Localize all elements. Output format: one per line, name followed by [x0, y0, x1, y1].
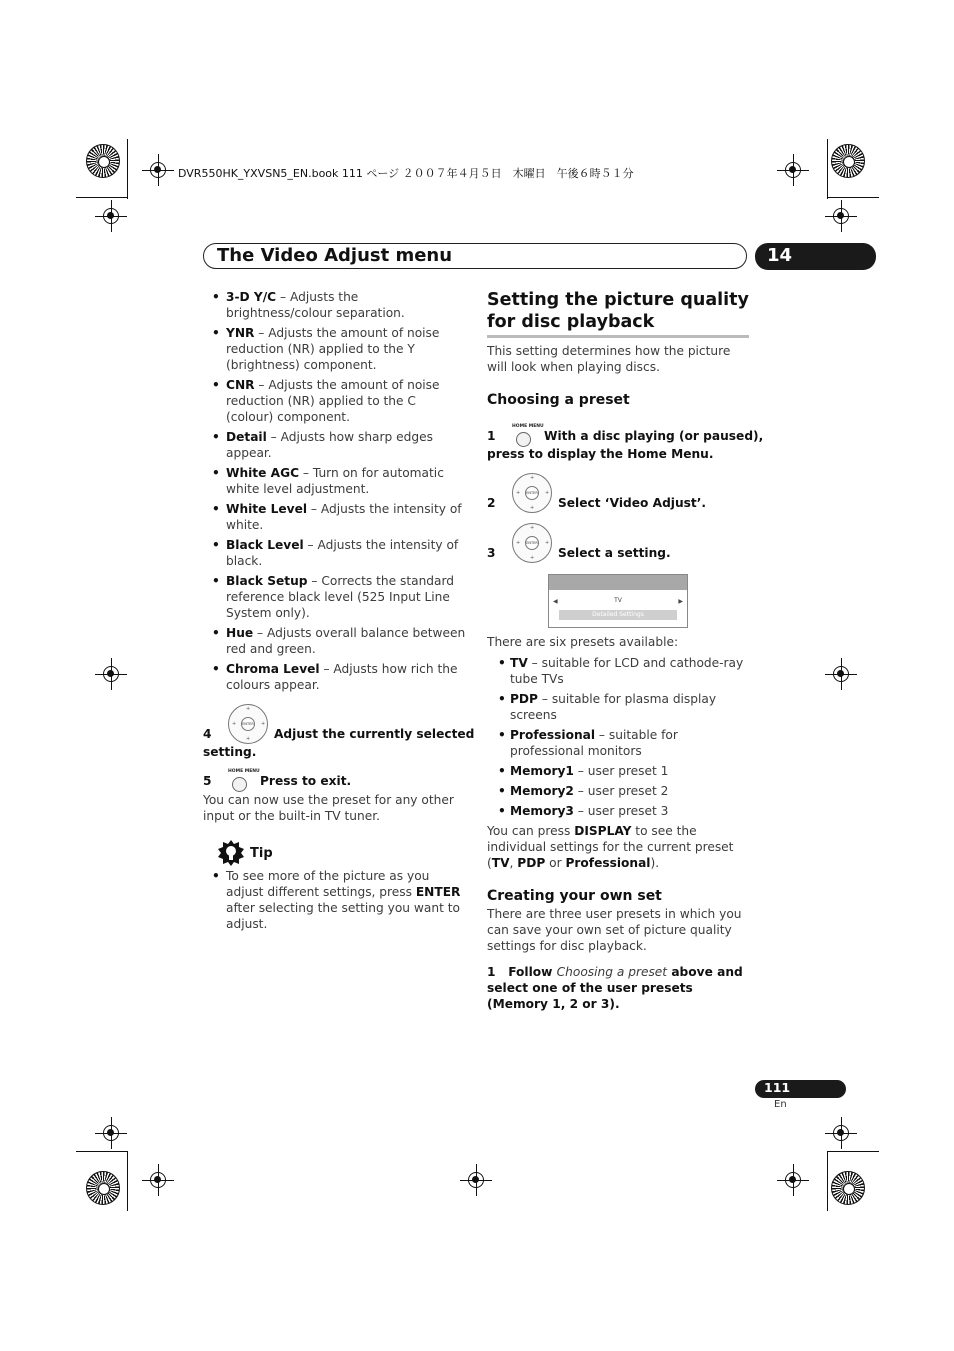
crop-line — [827, 1151, 828, 1211]
left-arrow-icon: ◀ — [553, 598, 558, 605]
subheading-choosing-preset: Choosing a preset — [487, 392, 630, 408]
crop-line — [827, 139, 828, 199]
list-item: • Detail – Adjusts how sharp edges appear. — [211, 429, 466, 461]
print-starburst-mark — [831, 144, 865, 178]
section-heading: Setting the picture quality for disc playback — [487, 290, 749, 332]
registration-mark — [833, 208, 849, 224]
enter-dial-icon: + + + + ENTER — [512, 523, 552, 563]
osd-title-bar — [549, 575, 687, 590]
crop-line — [76, 1151, 128, 1152]
presets-list — [497, 655, 752, 823]
home-menu-label: HOME MENU — [512, 424, 544, 429]
follow-step: 1 Follow Choosing a preset above and select one of the user presets (Memory 1, 2 or 3). — [487, 965, 743, 1011]
list-item: • CNR – Adjusts the amount of noise reduction (NR) applied to the C (colour) component. — [211, 377, 466, 425]
list-item: • YNR – Adjusts the amount of noise reduction (NR) applied to the Y (brightness) component. — [211, 325, 466, 373]
step-text: Select a setting. — [558, 546, 671, 560]
osd-detailed-settings: Detailed Settings — [559, 610, 677, 620]
step-text: Press to exit. — [260, 774, 352, 788]
tip-list — [211, 868, 466, 936]
step-text: setting. — [203, 745, 257, 759]
list-item: • White Level – Adjusts the intensity of white. — [211, 501, 466, 533]
crop-line — [827, 1151, 879, 1152]
step-text: press to display the Home Menu. — [487, 447, 714, 461]
list-item: • TV – suitable for LCD and cathode-ray tube TVs — [497, 655, 752, 687]
right-arrow-icon: ▶ — [678, 598, 683, 605]
list-item: • Memory2 – user preset 2 — [497, 783, 752, 799]
page-language: En — [774, 1099, 787, 1110]
intro-text: This setting determines how the picture will look when playing discs. — [487, 344, 731, 374]
list-item: • PDP – suitable for plasma display screens — [497, 691, 752, 723]
print-starburst-mark — [86, 144, 120, 178]
subheading-creating-set: Creating your own set — [487, 888, 662, 904]
crop-line — [127, 1151, 128, 1211]
page-title: The Video Adjust menu — [217, 245, 453, 266]
step-number: 1 — [487, 429, 496, 443]
crop-line — [827, 197, 879, 198]
enter-dial-icon: + + + + ENTER — [512, 473, 552, 513]
registration-mark — [833, 1125, 849, 1141]
list-item: • 3-D Y/C – Adjusts the brightness/colour separation. — [211, 289, 466, 321]
step-text: With a disc playing (or paused), — [544, 429, 764, 443]
video-adjust-options-list — [211, 289, 466, 697]
heading-divider — [487, 335, 749, 338]
list-item: • Chroma Level – Adjusts how rich the colours appear. — [211, 661, 466, 693]
list-item: • To see more of the picture as you adjust different settings, press ENTER after selecting the setting you want to adjust. — [211, 868, 466, 932]
chapter-tab — [755, 243, 876, 270]
tip-label: Tip — [250, 846, 273, 861]
registration-mark — [103, 208, 119, 224]
title-bar — [203, 243, 747, 269]
enter-dial-icon: + + + + ENTER — [228, 704, 268, 744]
home-menu-button-icon — [516, 432, 531, 447]
list-item: • Memory3 – user preset 3 — [497, 803, 752, 819]
list-item: • Memory1 – user preset 1 — [497, 763, 752, 779]
creating-body: There are three user presets in which you can save your own set of picture quality settings for disc playback. — [487, 907, 742, 953]
step-text: Adjust the currently selected — [274, 727, 475, 741]
home-menu-button-icon — [232, 777, 247, 792]
list-item: • Black Setup – Corrects the standard reference black level (525 Input Line System only). — [211, 573, 466, 621]
list-item: • Professional – suitable for professional monitors — [497, 727, 752, 759]
registration-mark — [785, 162, 801, 178]
tip-lightbulb-icon — [218, 840, 244, 866]
step-number: 3 — [487, 546, 496, 560]
print-starburst-mark — [831, 1171, 865, 1205]
registration-mark — [785, 1172, 801, 1188]
display-note: You can press DISPLAY to see the individual settings for the current preset (TV, PDP or Professional). — [487, 824, 734, 870]
print-starburst-mark — [86, 1171, 120, 1205]
list-item: • Black Level – Adjusts the intensity of black. — [211, 537, 466, 569]
registration-mark — [103, 666, 119, 682]
page-number-tab — [755, 1080, 846, 1098]
page-number: 111 — [764, 1080, 791, 1095]
step-text: Select ‘Video Adjust’. — [558, 496, 706, 510]
registration-mark — [150, 1172, 166, 1188]
registration-mark — [833, 666, 849, 682]
list-item: • White AGC – Turn on for automatic white level adjustment. — [211, 465, 466, 497]
step-number: 4 — [203, 727, 212, 741]
presets-intro: There are six presets available: — [487, 635, 679, 649]
crop-line — [76, 197, 128, 198]
step-number: 5 — [203, 774, 212, 788]
file-header: DVR550HK_YXVSN5_EN.book 111 ページ ２００７年４月５日 木曜日 午後６時５１分 — [178, 167, 634, 180]
registration-mark — [150, 162, 166, 178]
chapter-number: 14 — [767, 245, 793, 266]
registration-mark — [468, 1172, 484, 1188]
osd-preset-selector: ◀ TV ▶ — [553, 597, 683, 605]
osd-screen-illustration — [548, 574, 688, 628]
list-item: • Hue – Adjusts overall balance between red and green. — [211, 625, 466, 657]
step-number: 2 — [487, 496, 496, 510]
crop-line — [127, 139, 128, 199]
step-body: You can now use the preset for any other input or the built-in TV tuner. — [203, 793, 454, 823]
registration-mark — [103, 1125, 119, 1141]
home-menu-label: HOME MENU — [228, 769, 260, 774]
